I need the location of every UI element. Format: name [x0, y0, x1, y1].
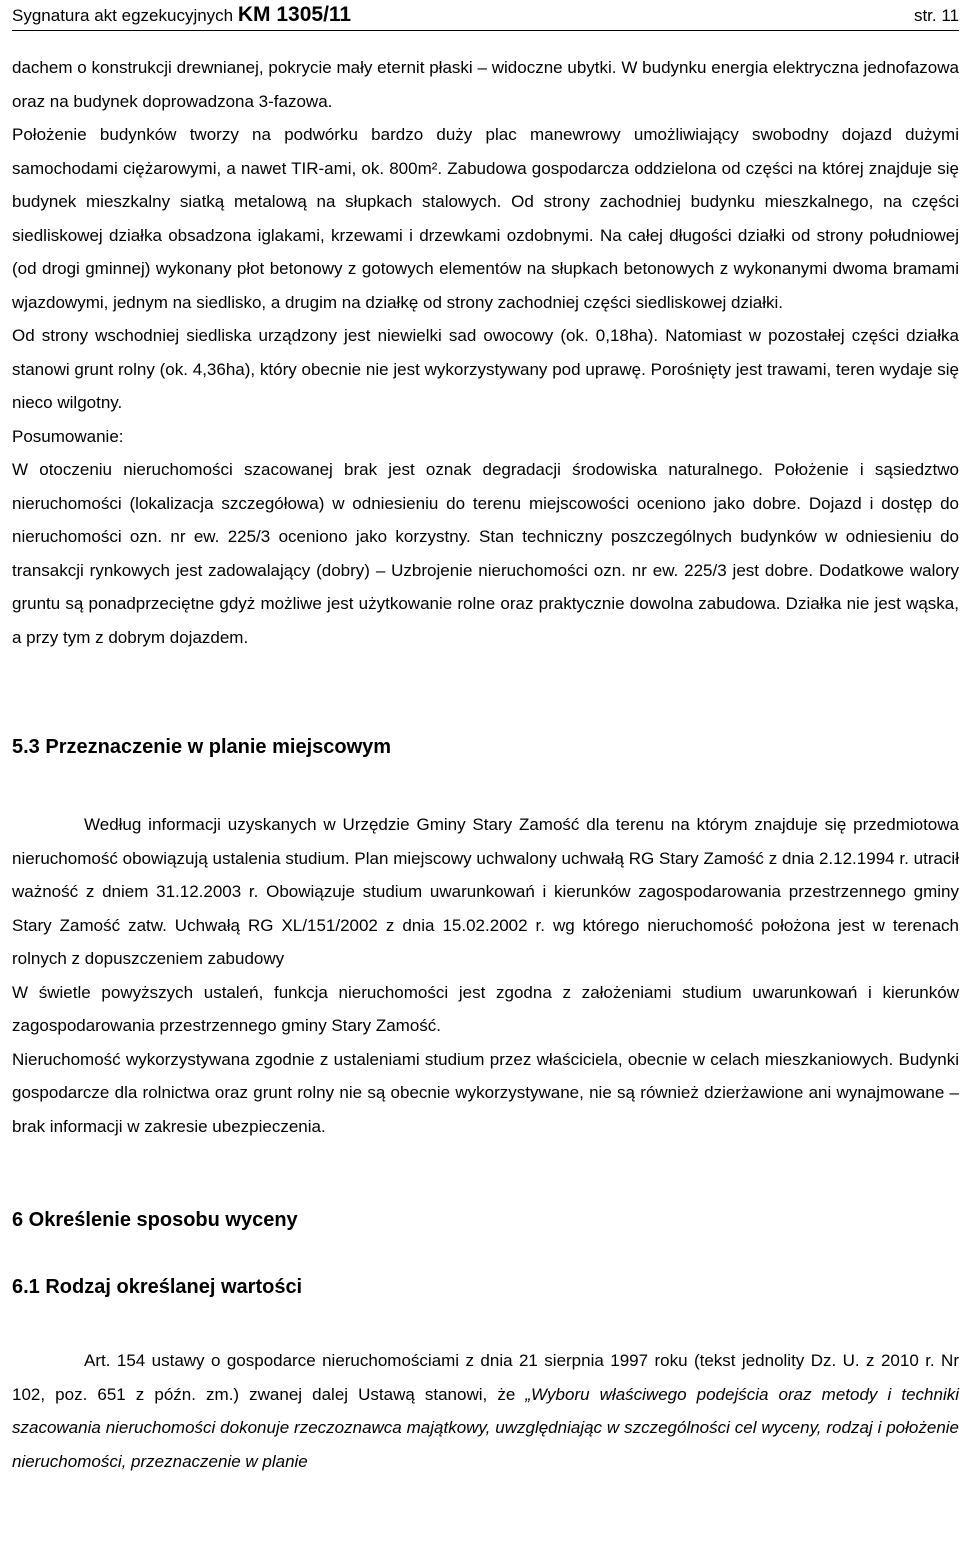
page-header	[12, 0, 959, 31]
paragraph-summary-label: Posumowanie:	[12, 426, 124, 446]
case-title-prefix: Sygnatura akt egzekucyjnych	[12, 6, 234, 25]
paragraph-building-roof: dachem o konstrukcji drewnianej, pokrycie mały eternit płaski – widoczne ubytki. W budynku energia elektryczna jednofazowa oraz na budynek doprowadzona 3-fazowa.	[12, 58, 959, 111]
article-154-quote: „Wyboru właściwego podejścia oraz metody i techniki szacowania nieruchomości dokonuje rzeczoznawca majątkowy, uwzględniając w szczególności cel wyceny, rodzaj i położenie nieruchomości, przeznaczenie w planie	[12, 1384, 959, 1471]
case-signature	[12, 3, 351, 27]
paragraph-orchard: Od strony wschodniej siedliska urządzony jest niewielki sad owocowy (ok. 0,18ha). Natomiast w pozostałej części działka stanowi grunt rolny (ok. 4,36ha), który obecnie nie jest wykorzystywany pod uprawę. Porośnięty jest trawami, teren wydaje się nieco wilgotny.	[12, 326, 959, 412]
paragraph-compliance: W świetle powyższych ustaleń, funkcja nieruchomości jest zgodna z założeniami studium uwarunkowań i kierunków zagospodarowania przestrzennego gminy Stary Zamość.	[12, 982, 959, 1035]
heading-5-3: 5.3 Przeznaczenie w planie miejscowym	[12, 736, 392, 758]
document-page	[12, 0, 959, 1478]
paragraph-usage: Nieruchomość wykorzystywana zgodnie z ustaleniami studium przez właściciela, obecnie w celach mieszkaniowych. Budynki gospodarcze dla rolnictwa oraz grunt rolny nie są obecnie wykorzystywane, nie są również dzierżawione ani wynajmowane – brak informacji w zakresie ubezpieczenia.	[12, 1049, 959, 1136]
heading-6-1: 6.1 Rodzaj określanej wartości	[12, 1276, 303, 1298]
heading-6: 6 Określenie sposobu wyceny	[12, 1209, 298, 1231]
article-154-text: Art. 154 ustawy o gospodarce nieruchomościami z dnia 21 sierpnia 1997 roku (tekst jednolity Dz. U. z 2010 r. Nr 102, poz. 651 z późn. zm.) zwanej dalej Ustawą stanowi, że	[12, 1351, 959, 1404]
paragraph-article-154	[12, 1344, 959, 1478]
paragraph-summary: W otoczeniu nieruchomości szacowanej brak jest oznak degradacji środowiska naturalnego. Położenie i sąsiedztwo nieruchomości (lokalizacja szczegółowa) w odniesieniu do terenu miejscowości oceniono jako dobre. Dojazd i dostęp do nieruchomości ozn. nr ew. 225/3 oceniono jako korzystny. Stan techniczny poszczególnych budynków w odniesieniu do transakcji rynkowych jest zadowalający (dobry) – Uzbrojenie nieruchomości ozn. nr ew. 225/3 jest dobre. Dodatkowe walory gruntu są ponadprzeciętne gdyż możliwe jest użytkowanie rolne oraz praktycznie dowolna zabudowa. Działka nie jest wąska, a przy tym z dobrym dojazdem.	[12, 460, 959, 647]
paragraph-local-plan: Według informacji uzyskanych w Urzędzie Gminy Stary Zamość dla terenu na którym znajduje się przedmiotowa nieruchomość obowiązują ustalenia studium. Plan miejscowy uchwalony uchwałą RG Stary Zamość z dnia 2.12.1994 r. utracił ważność z dniem 31.12.2003 r. Obowiązuje studium uwarunkowań i kierunków zagospodarowania przestrzennego gminy Stary Zamość zatw. Uchwałą RG XL/151/2002 z dnia 15.02.2002 r. wg którego nieruchomość położona jest w terenach rolnych z dopuszczeniem zabudowy	[12, 815, 959, 968]
page-number: str. 11	[913, 6, 959, 25]
case-number: KM 1305/11	[237, 3, 352, 26]
paragraph-site-layout: Położenie budynków tworzy na podwórku bardzo duży plac manewrowy umożliwiający swobodny dojazd dużymi samochodami ciężarowymi, a nawet TIR-ami, ok. 800m². Zabudowa gospodarcza oddzielona od części na której znajduje się budynek mieszkalny siatką metalową na słupkach stalowych. Od strony zachodniej budynku mieszkalnego, na części siedliskowej działka obsadzona iglakami, krzewami i drzewkami ozdobnymi. Na całej długości działki od strony południowej (od drogi gminnej) wykonany płot betonowy z gotowych elementów na słupkach betonowych z wykonanymi dwoma bramami wjazdowymi, jednym na siedlisko, a drugim na działkę od strony zachodniej części siedliskowej działki.	[12, 125, 959, 312]
